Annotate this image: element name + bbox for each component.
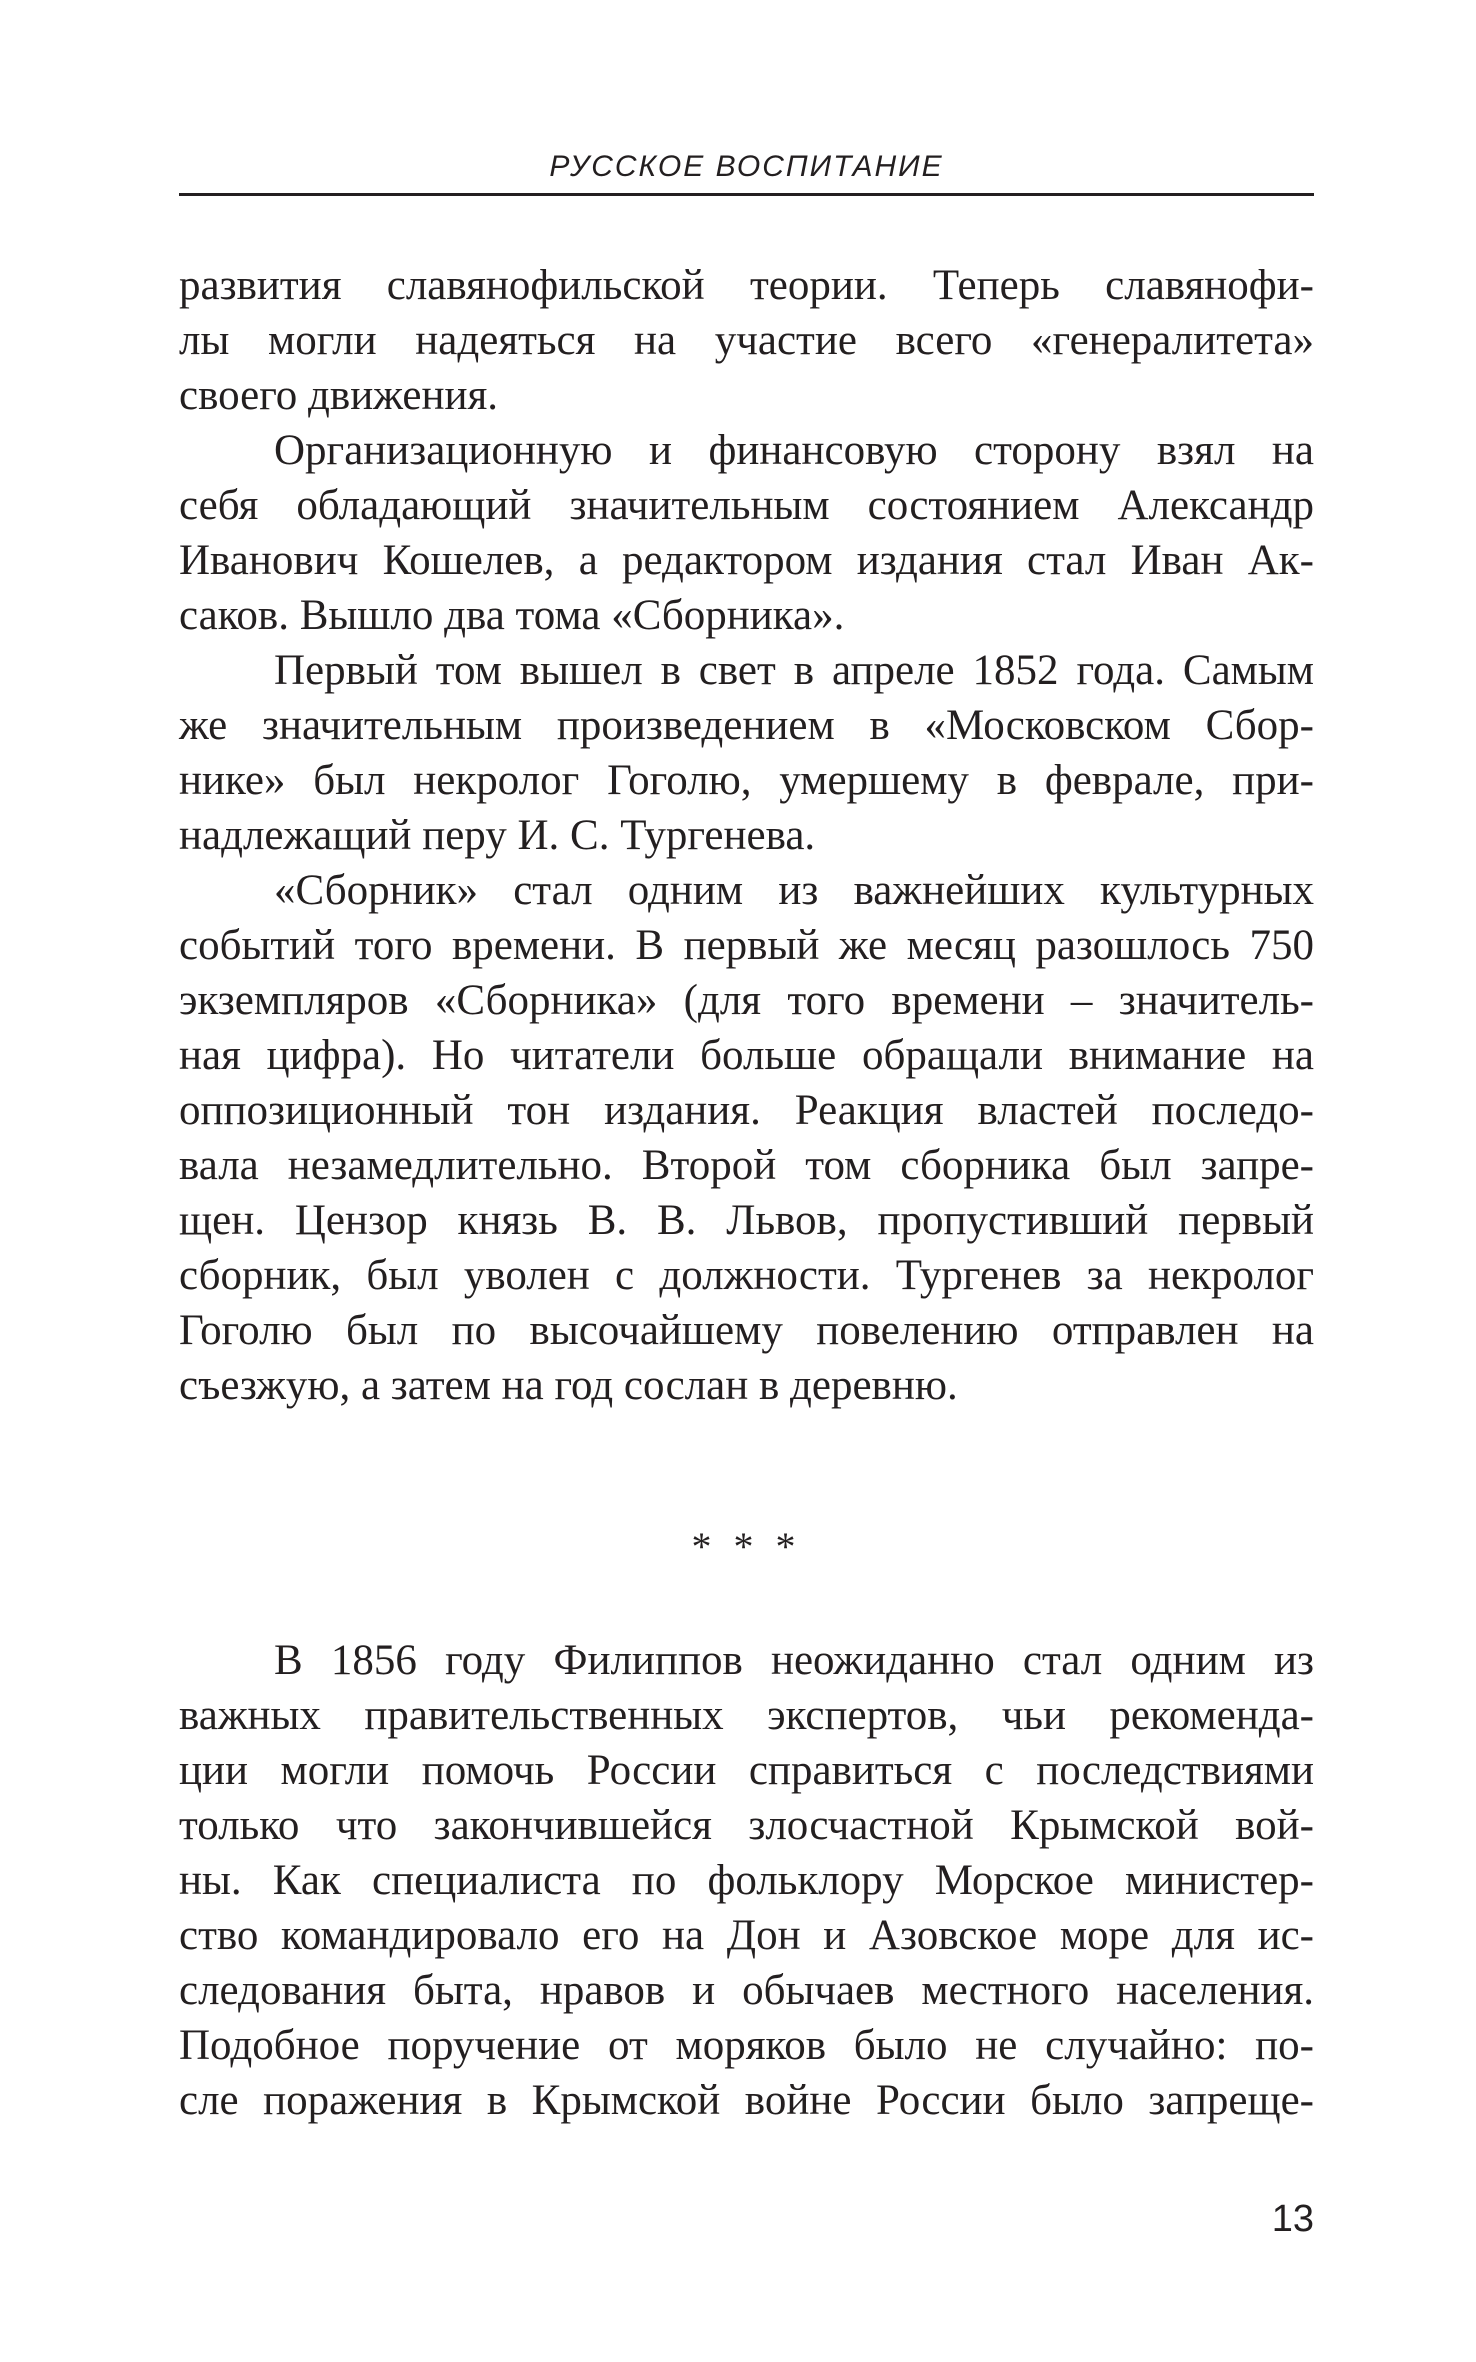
text-line: важных правительственных экспертов, чьи рекоменда- [179, 1692, 1314, 1739]
text-line: ции могли помочь России справиться с последствиями [179, 1747, 1314, 1794]
text-line: Иванович Кошелев, а редактором издания стал Иван Ак- [179, 537, 1314, 584]
text-line: своего движения. [179, 372, 498, 419]
text-line: ство командировало его на Дон и Азовское море для ис- [179, 1912, 1314, 1959]
text-line: Организационную и финансовую сторону взял на [274, 427, 1314, 474]
text-line: сле поражения в Крымской войне России было запреще- [179, 2077, 1314, 2124]
paragraph [179, 863, 1314, 1413]
text-line: «Сборник» стал одним из важнейших культурных [274, 867, 1314, 914]
section-separator: * * * [691, 1524, 802, 1569]
text-line: Подобное поручение от моряков было не случайно: по- [179, 2022, 1314, 2069]
text-line: Гоголю был по высочайшему повелению отправлен на [179, 1307, 1314, 1354]
header-rule [179, 193, 1314, 196]
text-line: Первый том вышел в свет в апреле 1852 года. Самым [274, 647, 1314, 694]
text-line: событий того времени. В первый же месяц разошлось 750 [179, 922, 1314, 969]
text-line: щен. Цензор князь В. В. Львов, пропустивший первый [179, 1197, 1314, 1244]
text-line: надлежащий перу И. С. Тургенева. [179, 812, 816, 859]
text-line: съезжую, а затем на год сослан в деревню. [179, 1362, 958, 1409]
text-line: сборник, был уволен с должности. Тургенев за некролог [179, 1252, 1314, 1299]
running-head: РУССКОЕ ВОСПИТАНИЕ [549, 150, 944, 183]
paragraph [179, 643, 1314, 863]
text-block-bottom [179, 1633, 1314, 2128]
text-line: экземпляров «Сборника» (для того времени – значитель- [179, 977, 1314, 1024]
paragraph [179, 423, 1314, 643]
text-line: нике» был некролог Гоголю, умершему в феврале, при- [179, 757, 1314, 804]
paragraph [179, 1633, 1314, 2128]
text-block-top [179, 258, 1314, 1413]
text-line: ны. Как специалиста по фольклору Морское министер- [179, 1857, 1314, 1904]
text-line: только что закончившейся злосчастной Крымской вой- [179, 1802, 1314, 1849]
text-line: лы могли надеяться на участие всего «генералитета» [179, 317, 1314, 364]
paragraph [179, 258, 1314, 423]
text-line: развития славянофильской теории. Теперь славянофи- [179, 262, 1314, 309]
text-line: же значительным произведением в «Московском Сбор- [179, 702, 1314, 749]
text-line: оппозиционный тон издания. Реакция властей последо- [179, 1087, 1314, 1134]
text-line: саков. Вышло два тома «Сборника». [179, 592, 845, 639]
text-line: В 1856 году Филиппов неожиданно стал одним из [274, 1637, 1314, 1684]
text-line: вала незамедлительно. Второй том сборника был запре- [179, 1142, 1314, 1189]
text-line: следования быта, нравов и обычаев местного населения. [179, 1967, 1314, 2014]
text-line: себя обладающий значительным состоянием Александр [179, 482, 1314, 529]
page-number: 13 [1271, 2198, 1314, 2240]
text-line: ная цифра). Но читатели больше обращали внимание на [179, 1032, 1314, 1079]
